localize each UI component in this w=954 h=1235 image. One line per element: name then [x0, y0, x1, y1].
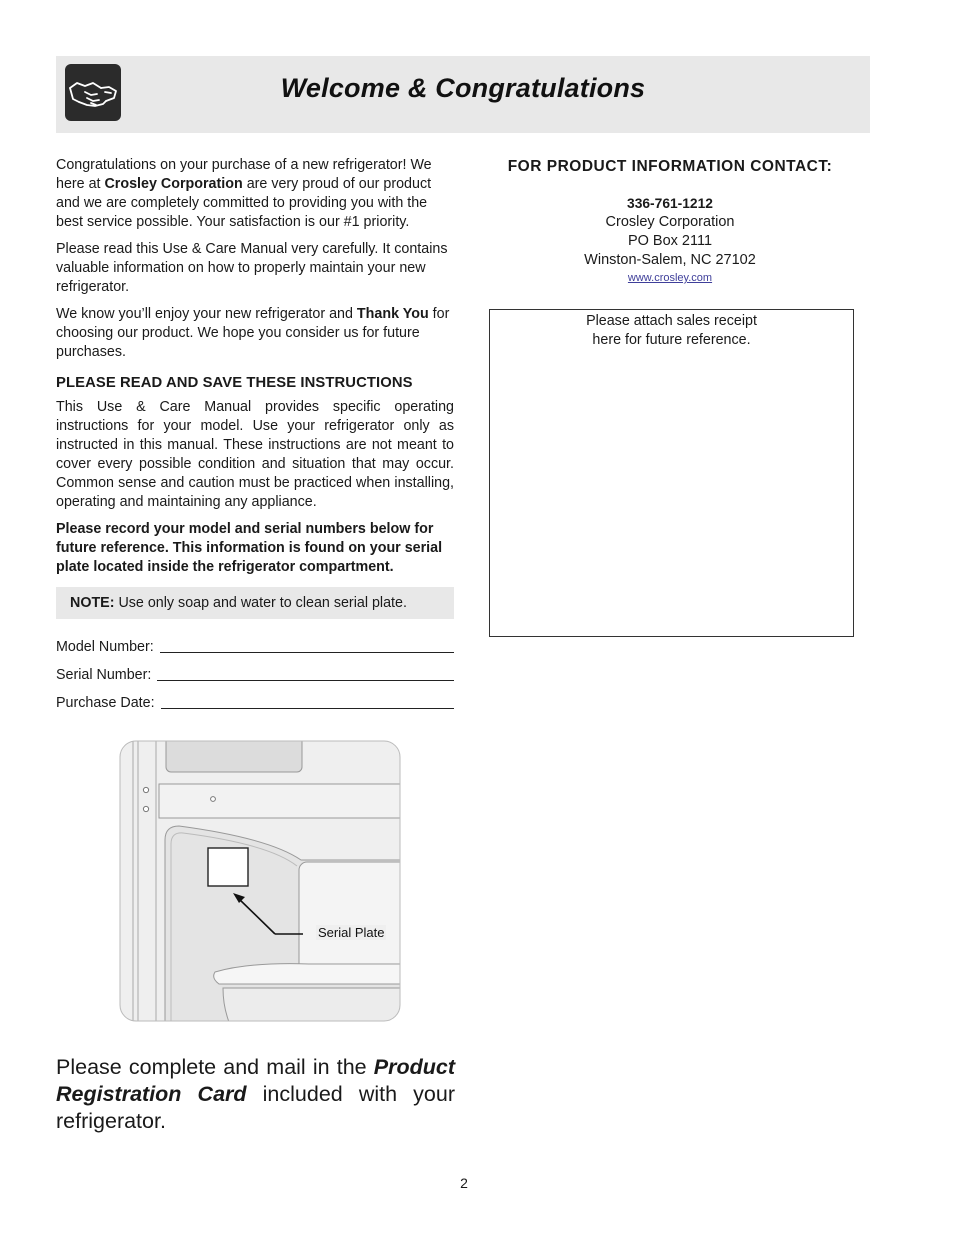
model-number-label: Model Number: [56, 639, 154, 655]
serial-plate-illustration [119, 740, 401, 1022]
instructions-body: This Use & Care Manual provides specific operating instructions for your model. Use your refrigerator only as instructed in this manual. These instructions are not meant to cover every possible condition and situation that may occur. Common sense and caution must be practiced when installing, operating and maintaining any appliance. [56, 399, 454, 510]
receipt-instruction [572, 312, 772, 350]
contact-po-box: PO Box 2111 [627, 233, 713, 249]
website-link[interactable]: www.crosley.com [627, 272, 713, 284]
intro-text: are very proud of our product and we are completely committed to providing you with the best service possible. Your satisfaction is our #1 priority. [56, 176, 432, 230]
contact-block [489, 194, 851, 286]
intro-paragraph-3 [56, 305, 454, 362]
model-number-field[interactable] [160, 652, 454, 653]
page-title: Welcome & Congratulations [280, 73, 646, 103]
thank-you-text: Thank You [356, 306, 429, 322]
intro-text: for choosing our product. We hope you consider us for future purchases. [56, 306, 450, 360]
instructions-heading: PLEASE READ AND SAVE THESE INSTRUCTIONS [56, 375, 413, 391]
reminder-text: Please complete and mail in the [56, 1055, 374, 1079]
contact-heading: FOR PRODUCT INFORMATION CONTACT: [507, 158, 833, 175]
model-number-row [56, 629, 454, 657]
purchase-date-row [56, 685, 454, 713]
page-number: 2 [460, 1175, 468, 1191]
intro-text: We know you’ll enjoy your new refrigerator and [56, 306, 357, 322]
contact-company: Crosley Corporation [605, 214, 735, 230]
note-label: NOTE: [70, 595, 115, 611]
registration-card-name: Product Registration Card [56, 1055, 455, 1106]
intro-paragraph-2: Please read this Use & Care Manual very carefully. It contains valuable information on how to properly maintain your new refrigerator. [56, 241, 448, 295]
receipt-line: Please attach sales receipt [586, 313, 757, 329]
intro-text: Congratulations on your purchase of a new refrigerator! We here at [56, 157, 432, 192]
note-box [56, 587, 454, 619]
sales-receipt-box [489, 309, 854, 637]
left-column [56, 156, 454, 713]
company-name: Crosley Corporation [104, 176, 243, 192]
serial-number-label: Serial Number: [56, 667, 152, 683]
phone-number: 336-761-1212 [627, 196, 713, 211]
purchase-date-field[interactable] [161, 708, 454, 709]
purchase-date-label: Purchase Date: [56, 695, 155, 711]
intro-paragraph-1 [56, 156, 454, 232]
reminder-text: included with your refrigerator. [56, 1082, 455, 1133]
record-note: Please record your model and serial numbers below for future reference. This information is found on your serial plate located inside the refrigerator compartment. [56, 521, 443, 575]
page-header [56, 56, 870, 133]
registration-reminder [56, 1054, 455, 1135]
serial-number-row [56, 657, 454, 685]
serial-plate-callout: Serial Plate [318, 925, 385, 940]
note-text: Use only soap and water to clean serial plate. [114, 595, 407, 611]
contact-city: Winston-Salem, NC 27102 [584, 252, 756, 268]
serial-number-field[interactable] [157, 680, 454, 681]
receipt-line: here for future reference. [592, 332, 751, 348]
refrigerator-interior-drawing [119, 740, 401, 1022]
